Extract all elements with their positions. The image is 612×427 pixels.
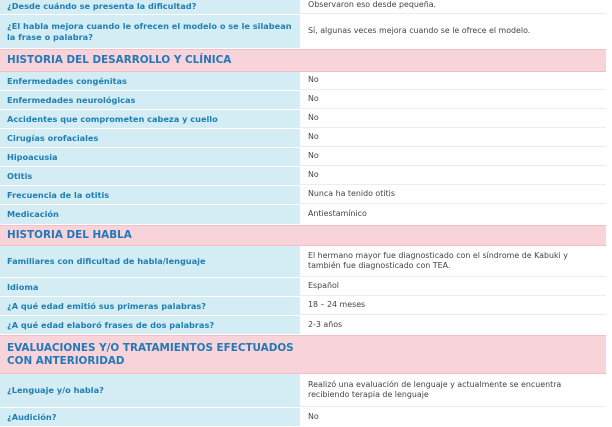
field-label: Otitis — [0, 167, 300, 185]
field-label: Frecuencia de la otitis — [0, 186, 300, 204]
field-label: Accidentes que comprometen cabeza y cuello — [0, 110, 300, 128]
field-label: Idioma — [0, 278, 300, 296]
field-value: 2-3 años — [300, 316, 606, 334]
field-label: Medicación — [0, 205, 300, 224]
table-row — [0, 167, 606, 186]
field-value: Sí, algunas veces mejora cuando se le ofrece el modelo. — [300, 15, 606, 48]
field-value: Realizó una evaluación de lenguaje y actualmente se encuentra recibiendo terapia de lenguaje — [300, 374, 606, 407]
table-row — [0, 246, 606, 278]
section-title-line: EVALUACIONES Y/O TRATAMIENTOS EFECTUADOS — [7, 341, 294, 354]
field-value: No — [300, 110, 606, 128]
section-header-evaluaciones — [0, 335, 606, 374]
field-label: ¿Desde cuándo se presenta la dificultad? — [0, 0, 300, 14]
table-row — [0, 72, 606, 91]
section-header-desarrollo: HISTORIA DEL DESARROLLO Y CLÍNICA — [0, 49, 606, 72]
field-label: Hipoacusia — [0, 148, 300, 166]
table-row — [0, 148, 606, 167]
field-value: Observaron eso desde pequeña. — [300, 0, 606, 14]
table-row — [0, 0, 606, 15]
field-label: Cirugías orofaciales — [0, 129, 300, 147]
field-label: Familiares con dificultad de habla/lenguaje — [0, 246, 300, 277]
field-value: 18 – 24 meses — [300, 297, 606, 315]
field-value: No — [300, 148, 606, 166]
section-header-habla: HISTORIA DEL HABLA — [0, 225, 606, 246]
table-row — [0, 278, 606, 297]
field-value: No — [300, 91, 606, 109]
table-row — [0, 186, 606, 205]
field-value: No — [300, 167, 606, 185]
field-value: No — [300, 408, 606, 426]
table-row — [0, 297, 606, 316]
table-row — [0, 15, 606, 49]
field-label: ¿A qué edad elaboró frases de dos palabras? — [0, 316, 300, 334]
field-label: ¿Audición? — [0, 408, 300, 426]
field-label: Enfermedades congénitas — [0, 72, 300, 90]
table-row — [0, 91, 606, 110]
field-value: El hermano mayor fue diagnosticado con el síndrome de Kabuki y también fue diagnosticado con TEA. — [300, 246, 606, 277]
table-row — [0, 374, 606, 408]
table-row — [0, 129, 606, 148]
field-value: Antiestamínico — [300, 205, 606, 224]
field-value: No — [300, 72, 606, 90]
field-value: No — [300, 129, 606, 147]
table-row — [0, 205, 606, 225]
field-value: Español — [300, 278, 606, 296]
field-label: Enfermedades neurológicas — [0, 91, 300, 109]
field-value: Nunca ha tenido otitis — [300, 186, 606, 204]
table-row — [0, 316, 606, 335]
field-label: ¿A qué edad emitió sus primeras palabras? — [0, 297, 300, 315]
table-row — [0, 110, 606, 129]
section-title-line: CON ANTERIORIDAD — [7, 354, 125, 367]
field-label: ¿El habla mejora cuando le ofrecen el modelo o se le silabean la frase o palabra? — [0, 15, 300, 48]
table-row — [0, 408, 606, 427]
field-label: ¿Lenguaje y/o habla? — [0, 374, 300, 407]
